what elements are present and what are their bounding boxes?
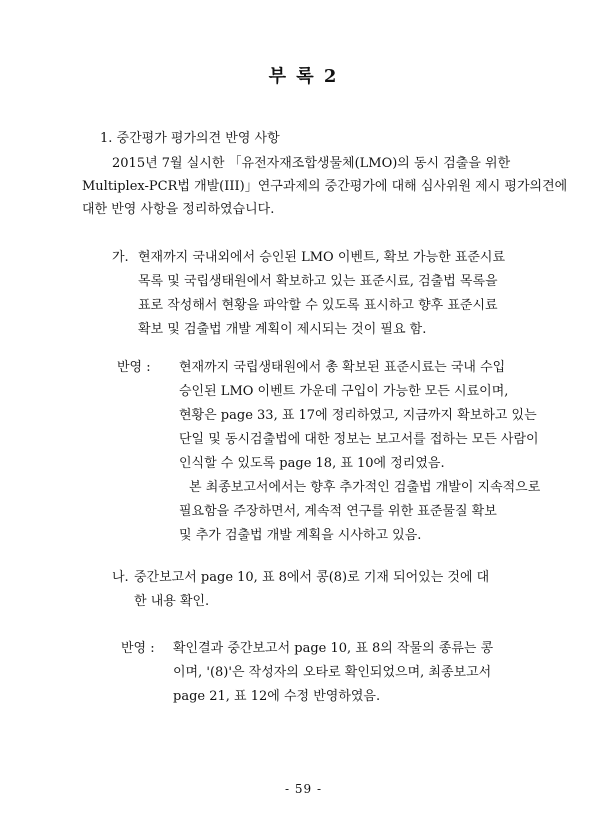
response-line: 본 최종보고서에서는 향후 추가적인 검출법 개발이 지속적으로	[189, 480, 541, 495]
item-line: 표로 작성해서 현황을 파악할 수 있도록 표시하고 향후 표준시료	[138, 298, 498, 313]
response-line: 현재까지 국립생태원에서 총 확보된 표준시료는 국내 수입	[179, 360, 506, 375]
section-heading: 1. 중간평가 평가의견 반영 사항	[100, 131, 280, 146]
response-line: 단일 및 동시검출법에 대한 정보는 보고서를 접하는 모든 사람이	[179, 432, 539, 447]
response-line: 확인결과 중간보고서 page 10, 표 8의 작물의 종류는 콩	[173, 641, 494, 656]
response-label: 반영 :	[117, 360, 151, 375]
response-line: 인식할 수 있도록 page 18, 표 10에 정리였음.	[179, 456, 445, 471]
response-ga	[117, 356, 541, 548]
response-line: 및 추가 검출법 개발 계획을 시사하고 있음.	[179, 528, 422, 543]
response-na	[121, 637, 532, 709]
item-line: 중간보고서 page 10, 표 8에서 콩(8)로 기재 되어있는 것에 대	[134, 570, 490, 585]
review-item-na	[112, 566, 532, 614]
item-label: 가.	[112, 250, 129, 265]
item-text	[134, 566, 532, 614]
response-line: 현황은 page 33, 표 17에 정리하였고, 지금까지 확보하고 있는	[179, 408, 537, 423]
response-line: 이며, '(8)'은 작성자의 오타로 확인되었으며, 최종보고서	[173, 665, 492, 680]
page-number: - 59 -	[284, 782, 322, 796]
review-item-ga	[112, 246, 532, 342]
response-line: 필요함을 주장하면서, 계속적 연구를 위한 표준물질 확보	[179, 504, 497, 519]
response-line: 승인된 LMO 이벤트 가운데 구입이 가능한 모든 시료이며,	[179, 384, 509, 399]
response-label: 반영 :	[121, 641, 155, 656]
appendix-title: 부 록 2	[268, 66, 339, 87]
response-text	[179, 356, 540, 548]
intro-paragraph	[82, 152, 568, 221]
item-text	[138, 246, 532, 342]
intro-line: Multiplex-PCR법 개발(III)」연구과제의 중간평가에 대해 심사위원 제시 평가의견에	[82, 179, 568, 194]
item-line: 한 내용 확인.	[134, 594, 210, 609]
intro-line: 대한 반영 사항을 정리하였습니다.	[82, 202, 275, 217]
response-text	[173, 637, 532, 709]
intro-line: 2015년 7월 실시한 「유전자재조합생물체(LMO)의 동시 검출을 위한	[112, 156, 511, 171]
item-line: 목록 및 국립생태원에서 확보하고 있는 표준시료, 검출법 목록을	[138, 274, 498, 289]
item-label: 나.	[112, 570, 129, 585]
item-line: 현재까지 국내외에서 승인된 LMO 이벤트, 확보 가능한 표준시료	[138, 250, 506, 265]
item-line: 확보 및 검출법 개발 계획이 제시되는 것이 필요 함.	[138, 322, 427, 337]
response-line: page 21, 표 12에 수정 반영하였음.	[173, 689, 381, 704]
